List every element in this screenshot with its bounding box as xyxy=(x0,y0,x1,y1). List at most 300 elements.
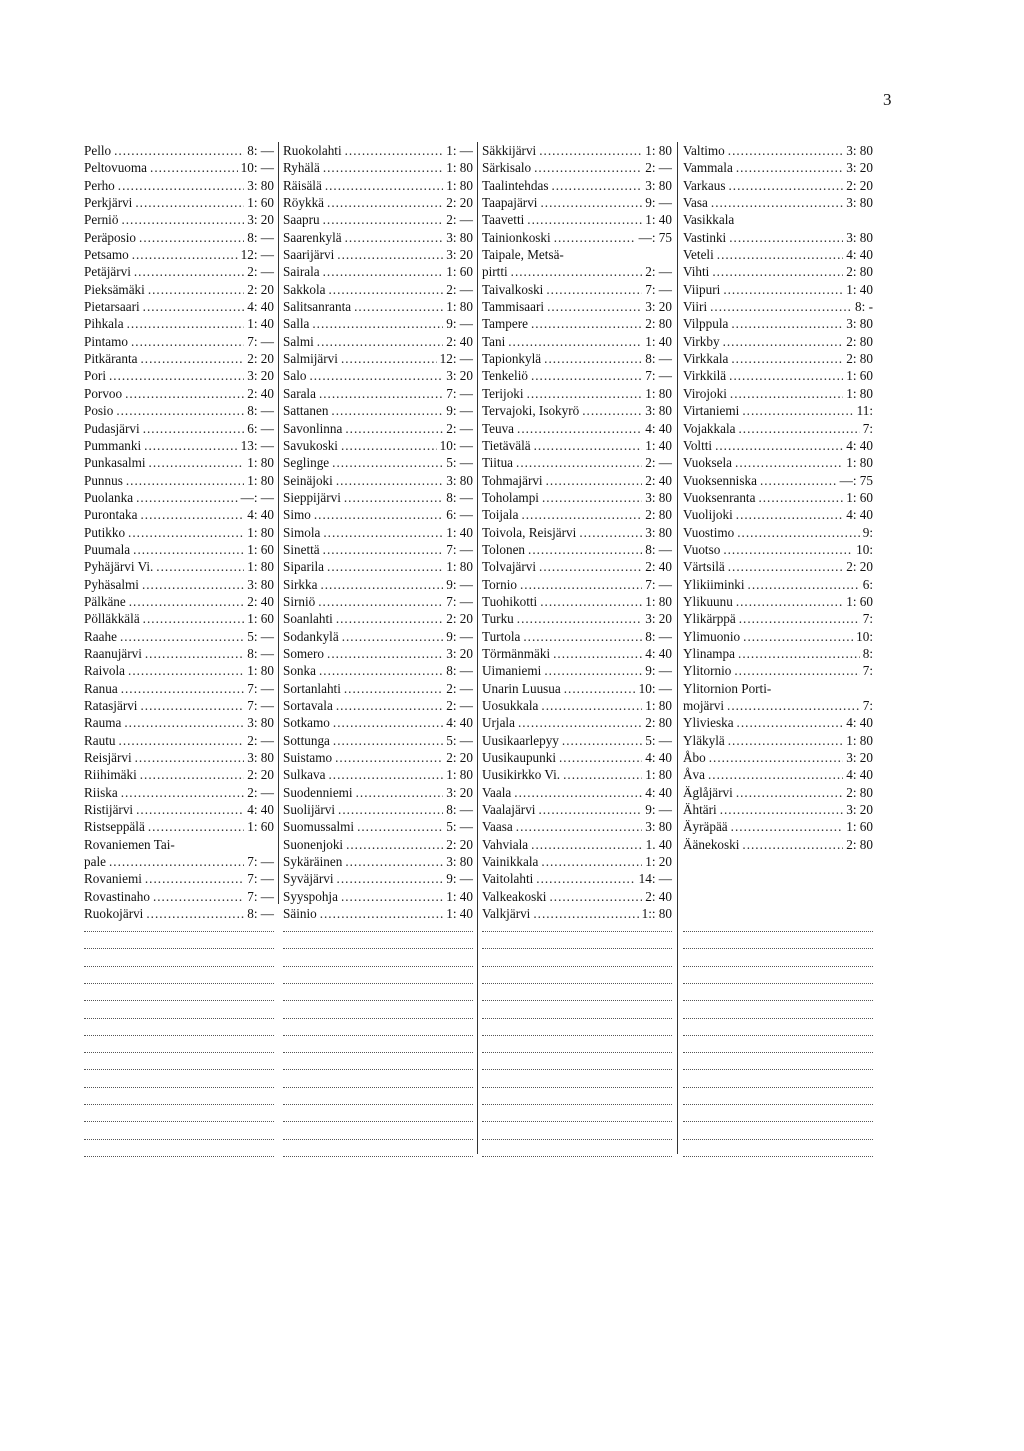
dot-leader xyxy=(142,576,244,593)
dot-leader xyxy=(345,420,443,437)
dot-leader xyxy=(540,593,642,610)
place-name: Sortanlahti xyxy=(283,680,341,696)
list-item xyxy=(283,281,473,298)
rate-value: 7: — xyxy=(645,576,672,592)
list-item xyxy=(84,593,274,610)
rate-value: 1: 20 xyxy=(645,854,672,870)
dot-leader xyxy=(344,489,443,506)
place-name: Tani xyxy=(482,333,506,349)
list-item xyxy=(84,628,274,645)
dot-leader xyxy=(521,506,642,523)
list-item xyxy=(283,142,473,159)
rate-value: 8: — xyxy=(247,906,274,922)
list-item xyxy=(482,610,672,627)
rate-value: 3: 80 xyxy=(645,819,672,835)
list-item xyxy=(283,315,473,332)
dot-leader xyxy=(139,229,244,246)
rate-value: 1: 80 xyxy=(645,385,672,401)
list-item xyxy=(84,420,274,437)
list-item xyxy=(683,766,873,783)
dot-leader xyxy=(357,818,443,835)
list-item xyxy=(84,333,274,350)
blank-line xyxy=(283,1052,473,1053)
list-item xyxy=(683,784,873,801)
rate-value: 8: — xyxy=(247,645,274,661)
place-name: Ylikiiminki xyxy=(683,576,745,592)
place-name: Törmänmäki xyxy=(482,645,551,661)
blank-line xyxy=(84,931,274,932)
list-item xyxy=(482,680,672,697)
rate-value: 10: — xyxy=(439,437,473,453)
place-name: Tiitua xyxy=(482,455,514,471)
place-name: Pihkala xyxy=(84,316,124,332)
list-item xyxy=(283,350,473,367)
rate-value: 4: 40 xyxy=(846,715,873,731)
list-item xyxy=(283,211,473,228)
list-item xyxy=(482,576,672,593)
rate-value: 8: — xyxy=(446,663,473,679)
blank-line xyxy=(683,1035,873,1036)
list-item xyxy=(283,263,473,280)
list-item xyxy=(283,420,473,437)
place-name: Simo xyxy=(283,507,311,523)
dot-leader xyxy=(734,662,859,679)
list-item xyxy=(482,454,672,471)
place-name: Ylikärppä xyxy=(683,611,736,627)
dot-leader xyxy=(709,749,844,766)
list-item xyxy=(482,298,672,315)
dot-leader xyxy=(728,558,844,575)
list-item xyxy=(84,142,274,159)
place-name: Vahviala xyxy=(482,836,529,852)
place-name: Saarenkylä xyxy=(283,229,342,245)
place-name: Äyräpää xyxy=(683,819,728,835)
rate-value: 7: — xyxy=(446,385,473,401)
blank-line xyxy=(283,1018,473,1019)
rate-value: 2: 80 xyxy=(645,316,672,332)
list-item xyxy=(283,662,473,679)
place-name: Saapru xyxy=(283,212,320,228)
rate-value: 1. 40 xyxy=(645,836,672,852)
dot-leader xyxy=(145,870,244,887)
rate-value: 1: 80 xyxy=(645,143,672,158)
rate-value: 2: — xyxy=(446,698,473,713)
list-item xyxy=(283,454,473,471)
list-item xyxy=(84,246,274,263)
list-item xyxy=(283,385,473,402)
rate-value: 2: 80 xyxy=(846,333,873,349)
dot-leader xyxy=(346,836,443,853)
rate-value: 4: 40 xyxy=(846,767,873,783)
rate-value: 3: 80 xyxy=(446,229,473,245)
dot-leader xyxy=(728,177,843,194)
list-item xyxy=(283,367,473,384)
place-name: Röykkä xyxy=(283,195,325,211)
list-item xyxy=(283,610,473,627)
list-item xyxy=(283,766,473,783)
list-item xyxy=(283,333,473,350)
rate-value: 2: — xyxy=(446,680,473,696)
dot-leader xyxy=(329,766,444,783)
list-item xyxy=(283,784,473,801)
dot-leader xyxy=(731,350,843,367)
dot-leader xyxy=(551,177,642,194)
place-name: Tapionkylä xyxy=(482,351,542,367)
place-name: Särkisalo xyxy=(482,160,532,176)
blank-line xyxy=(482,1035,672,1036)
place-name: Sieppijärvi xyxy=(283,489,341,505)
list-item xyxy=(683,506,873,523)
place-name: Ähtäri xyxy=(683,802,717,818)
dot-leader xyxy=(128,662,244,679)
list-item xyxy=(84,610,274,627)
rate-value: 2: 20 xyxy=(247,767,274,783)
dot-leader xyxy=(135,194,244,211)
list-item xyxy=(84,229,274,246)
dot-leader xyxy=(323,263,444,280)
place-name: Ristseppälä xyxy=(84,819,145,835)
place-name: Perniö xyxy=(84,212,119,228)
place-name: Rautu xyxy=(84,732,116,748)
blank-line xyxy=(84,1069,274,1070)
dot-leader xyxy=(541,697,642,714)
dot-leader xyxy=(516,818,642,835)
place-name: Vaitolahti xyxy=(482,871,534,887)
place-name: Putikko xyxy=(84,524,126,540)
rate-value: 7: — xyxy=(247,680,274,696)
list-item xyxy=(683,801,873,818)
list-item xyxy=(283,732,473,749)
dot-leader xyxy=(341,350,437,367)
rate-value: 2: — xyxy=(446,281,473,297)
rate-value: 14: — xyxy=(638,871,672,887)
dot-leader xyxy=(531,367,642,384)
place-name: Salla xyxy=(283,316,310,332)
place-name: Turku xyxy=(482,611,514,627)
rate-value: 2: — xyxy=(247,264,274,280)
rate-value: 7: — xyxy=(446,593,473,609)
blank-line xyxy=(482,1139,672,1140)
dot-leader xyxy=(140,766,245,783)
dot-leader xyxy=(109,367,244,384)
blank-line xyxy=(84,1121,274,1122)
dot-leader xyxy=(517,420,642,437)
dot-leader xyxy=(527,385,643,402)
blank-line xyxy=(683,1121,873,1122)
dot-leader xyxy=(354,298,443,315)
list-item xyxy=(84,680,274,697)
list-item xyxy=(482,211,672,228)
list-item xyxy=(482,818,672,835)
list-item xyxy=(683,662,873,679)
list-item xyxy=(482,263,672,280)
list-item xyxy=(683,697,873,714)
dot-leader xyxy=(109,853,244,870)
dot-leader xyxy=(144,437,238,454)
place-name: Åbo xyxy=(683,750,706,766)
list-item xyxy=(482,662,672,679)
list-item xyxy=(683,714,873,731)
rate-value: 2: 40 xyxy=(446,333,473,349)
dot-leader xyxy=(327,558,443,575)
place-name: Ylinampa xyxy=(683,645,736,661)
blank-line xyxy=(683,983,873,984)
list-item xyxy=(683,593,873,610)
list-item xyxy=(683,246,873,263)
place-name: Raahe xyxy=(84,628,117,644)
rate-value: 7: — xyxy=(247,871,274,887)
rate-value: 2: — xyxy=(247,784,274,800)
blank-line xyxy=(482,948,672,949)
dot-leader xyxy=(342,628,444,645)
rate-value: 2: 40 xyxy=(247,593,274,609)
rate-value: 7: xyxy=(862,663,873,679)
place-name: Riihimäki xyxy=(84,767,137,783)
place-name: Tohmajärvi xyxy=(482,472,543,488)
rate-value: 7: — xyxy=(247,698,274,713)
rate-value: 1: 60 xyxy=(247,819,274,835)
list-item xyxy=(283,229,473,246)
dot-leader xyxy=(563,766,642,783)
place-name: Virkkilä xyxy=(683,368,727,384)
list-item xyxy=(283,159,473,176)
blank-line xyxy=(283,948,473,949)
place-name: Ratasjärvi xyxy=(84,698,138,713)
place-name: Yläkylä xyxy=(683,732,725,748)
rate-value: 12: — xyxy=(439,351,473,367)
column-3 xyxy=(482,142,672,922)
list-item xyxy=(482,749,672,766)
list-item xyxy=(283,905,473,922)
rate-value: 1: 80 xyxy=(846,732,873,748)
rate-value: 3: 80 xyxy=(247,715,274,731)
list-item xyxy=(482,888,672,905)
blank-line xyxy=(84,1104,274,1105)
place-name: Turtola xyxy=(482,628,521,644)
rate-value: 8: — xyxy=(645,351,672,367)
blank-line xyxy=(283,1000,473,1001)
rate-value: 9: — xyxy=(446,403,473,419)
list-item xyxy=(683,333,873,350)
dot-leader xyxy=(341,888,443,905)
list-item xyxy=(482,281,672,298)
rate-value: 9: — xyxy=(446,316,473,332)
blank-line xyxy=(283,1069,473,1070)
list-item xyxy=(84,558,274,575)
rate-value: 1: 60 xyxy=(846,593,873,609)
list-item xyxy=(283,194,473,211)
place-name: Voltti xyxy=(683,437,713,453)
list-item xyxy=(683,836,873,853)
list-item xyxy=(283,749,473,766)
dot-leader xyxy=(511,263,643,280)
place-name: Vaasa xyxy=(482,819,513,835)
place-name: Somero xyxy=(283,645,325,661)
rate-value: 1:: 80 xyxy=(641,906,672,922)
list-item xyxy=(683,732,873,749)
place-name: Sirniö xyxy=(283,593,316,609)
place-name: Valtimo xyxy=(683,143,725,158)
dot-leader xyxy=(327,194,443,211)
dot-leader xyxy=(736,159,843,176)
dot-leader xyxy=(336,472,443,489)
blank-line xyxy=(482,1052,672,1053)
rate-value: 1: 80 xyxy=(446,767,473,783)
dot-leader xyxy=(730,385,843,402)
rate-value: 10: — xyxy=(240,160,274,176)
dot-leader xyxy=(739,420,860,437)
rate-value: 4: 40 xyxy=(645,784,672,800)
rate-value: 1: 80 xyxy=(846,455,873,471)
list-item xyxy=(84,385,274,402)
place-name: Vihti xyxy=(683,264,710,280)
dot-leader xyxy=(539,558,642,575)
rate-value: 3: 20 xyxy=(247,368,274,384)
place-name: Varkaus xyxy=(683,177,726,193)
place-name: Sotkamo xyxy=(283,715,330,731)
rate-value: 8: — xyxy=(247,143,274,158)
list-item xyxy=(482,437,672,454)
rate-value: 1: 80 xyxy=(846,385,873,401)
rate-value: 4: 40 xyxy=(645,645,672,661)
dot-leader xyxy=(729,229,843,246)
rate-value: 2: 20 xyxy=(247,351,274,367)
rate-value: 4: 40 xyxy=(247,299,274,315)
list-item xyxy=(482,472,672,489)
list-item xyxy=(84,905,274,922)
rate-value: 9: — xyxy=(446,871,473,887)
dot-leader xyxy=(133,541,244,558)
rate-value: 1: 60 xyxy=(846,489,873,505)
dot-leader xyxy=(327,645,443,662)
list-item xyxy=(283,801,473,818)
list-item xyxy=(482,558,672,575)
place-name: Ranua xyxy=(84,680,118,696)
dot-leader xyxy=(333,732,443,749)
place-name: Seinäjoki xyxy=(283,472,333,488)
blank-line xyxy=(84,1156,274,1157)
list-item xyxy=(482,628,672,645)
place-name: Riiska xyxy=(84,784,118,800)
list-item xyxy=(283,489,473,506)
place-name: Peräposio xyxy=(84,229,137,245)
dot-leader xyxy=(118,177,244,194)
list-item xyxy=(482,420,672,437)
place-name: Värtsilä xyxy=(683,559,725,575)
dot-leader xyxy=(547,298,642,315)
dot-leader xyxy=(149,454,245,471)
place-name: Syväjärvi xyxy=(283,871,334,887)
dot-leader xyxy=(128,524,244,541)
blank-line xyxy=(84,1018,274,1019)
rate-value: 1: 80 xyxy=(247,559,274,575)
place-name: Sortavala xyxy=(283,698,333,713)
place-name: Viiri xyxy=(683,299,708,315)
place-name: Ylitornion Porti- xyxy=(683,680,772,696)
place-name: Virtaniemi xyxy=(683,403,740,419)
dot-leader xyxy=(531,315,642,332)
dot-leader xyxy=(544,662,642,679)
list-item xyxy=(683,558,873,575)
dot-leader xyxy=(119,732,245,749)
rate-value: 3: 80 xyxy=(645,489,672,505)
blank-line xyxy=(283,1035,473,1036)
list-item xyxy=(84,194,274,211)
place-name: Taivalkoski xyxy=(482,281,544,297)
list-item xyxy=(482,870,672,887)
list-item xyxy=(84,662,274,679)
rate-value: 7: — xyxy=(247,854,274,870)
dot-leader xyxy=(114,142,244,159)
list-item xyxy=(283,177,473,194)
place-name: Salo xyxy=(283,368,307,384)
rate-value: 7: — xyxy=(247,333,274,349)
place-name: Rauma xyxy=(84,715,122,731)
dot-leader xyxy=(562,732,642,749)
list-item xyxy=(482,784,672,801)
place-name: Sodankylä xyxy=(283,628,339,644)
dot-leader xyxy=(731,818,844,835)
rate-value: 1: 40 xyxy=(645,437,672,453)
place-name: Säinio xyxy=(283,906,317,922)
list-item xyxy=(84,801,274,818)
blank-line xyxy=(683,1000,873,1001)
place-name: Terijoki xyxy=(482,385,524,401)
blank-line xyxy=(683,966,873,967)
place-name: Valkeakoski xyxy=(482,888,547,904)
list-item xyxy=(84,506,274,523)
blank-line xyxy=(84,1000,274,1001)
place-name: Posio xyxy=(84,403,114,419)
list-item xyxy=(283,472,473,489)
blank-line xyxy=(283,1087,473,1088)
rate-value: —: — xyxy=(240,489,274,505)
dot-leader xyxy=(140,350,244,367)
place-name: Vuolijoki xyxy=(683,507,733,523)
rate-value: 1: 80 xyxy=(247,524,274,540)
list-item xyxy=(283,593,473,610)
place-name: Sinettä xyxy=(283,541,320,557)
dot-leader xyxy=(708,766,843,783)
rate-value: 12: — xyxy=(240,247,274,263)
place-name: Salitsanranta xyxy=(283,299,352,315)
rate-value: 1: 40 xyxy=(645,212,672,228)
dot-leader xyxy=(136,801,244,818)
blank-line xyxy=(283,931,473,932)
rate-value: 7: — xyxy=(446,541,473,557)
dot-leader xyxy=(533,905,638,922)
rate-value: 10: xyxy=(856,541,873,557)
list-item xyxy=(683,645,873,662)
list-item xyxy=(482,506,672,523)
list-item xyxy=(683,472,873,489)
rate-value: 8: — xyxy=(645,628,672,644)
dot-leader xyxy=(554,229,636,246)
blank-line xyxy=(482,966,672,967)
blank-line xyxy=(683,931,873,932)
list-item xyxy=(84,853,274,870)
place-name: Puumala xyxy=(84,541,131,557)
place-name: Ylimuonio xyxy=(683,628,741,644)
place-name: Pintamo xyxy=(84,333,128,349)
list-item xyxy=(283,524,473,541)
place-name: Petsamo xyxy=(84,247,129,263)
list-item xyxy=(683,489,873,506)
place-name: Teuva xyxy=(482,420,515,436)
list-item xyxy=(482,385,672,402)
place-name: Säkkijärvi xyxy=(482,143,537,158)
rate-value: 3: 80 xyxy=(645,403,672,419)
